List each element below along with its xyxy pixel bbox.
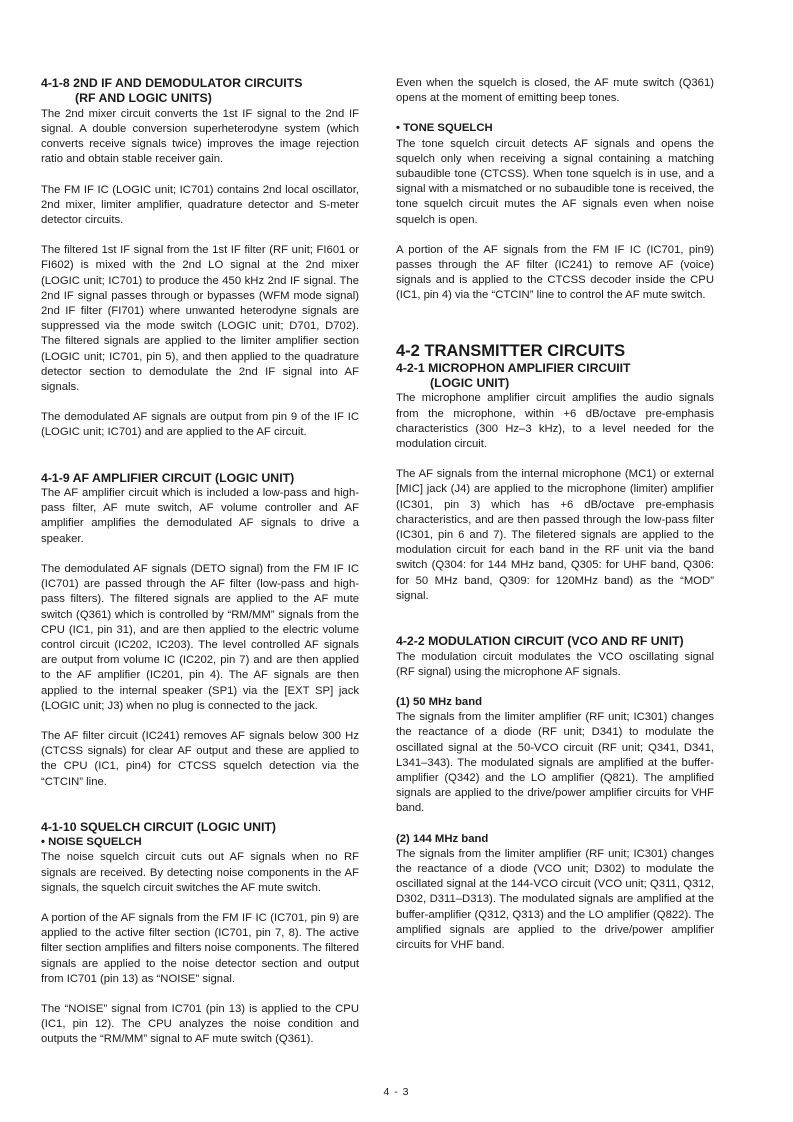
right-column	[396, 76, 714, 953]
subheading-noise-squelch: • NOISE SQUELCH	[41, 836, 142, 849]
paragraph: The AF amplifier circuit which is included a low-pass and high-pass filter, AF mute switch, AF volume controller and AF amplifier amplifies the demodulated AF signals to drive a speaker.	[41, 487, 359, 545]
section-heading-4-2-2: 4-2-2 MODULATION CIRCUIT (VCO AND RF UNIT)	[396, 634, 684, 649]
paragraph: The tone squelch circuit detects AF signals and opens the squelch only when receiving a signal containing a matching subaudible tone (CTCSS). When tone squelch is in use, and a signal with a mismatched or no subaudible tone is received, the tone squelch circuit mutes the AF signals even when noise squelch is open.	[396, 137, 714, 226]
paragraph: The “NOISE” signal from IC701 (pin 13) is applied to the CPU (IC1, pin 12). The CPU analyzes the noise condition and outputs the “RM/MM” signal to AF mute switch (Q361).	[41, 1002, 359, 1046]
section-heading-4-1-8	[41, 76, 359, 107]
left-column	[41, 76, 359, 1048]
heading-line: 4-2-1 MICROPHON AMPLIFIER CIRCUIIT	[396, 360, 631, 375]
paragraph: The modulation circuit modulates the VCO oscillating signal (RF signal) using the microphone AF signals.	[396, 650, 714, 678]
paragraph: The FM IF IC (LOGIC unit; IC701) contains 2nd local oscillator, 2nd mixer, limiter amplifier, quadrature detector and S-meter detector circuits.	[41, 183, 359, 227]
heading-line: (LOGIC UNIT)	[430, 376, 510, 391]
paragraph: A portion of the AF signals from the FM IF IC (IC701, pin 9) are applied to the active filter section (IC701, pin 7, 8). The active filter section amplifies and filters noise components. The filtered signals are applied to the noise detector section and output from IC701 (pin 13) as “NOISE” signal.	[41, 911, 359, 985]
subheading-144mhz-band: (2) 144 MHz band	[396, 832, 489, 845]
paragraph: The demodulated AF signals (DETO signal) from the FM IF IC (IC701) are passed through the AF filter (low-pass and high-pass filters). The filtered signals are applied to the AF mute switch (Q361) which is controlled by “RM/MM” signals from the CPU (IC1, pin 31), and are then applied to the electric volume control circuit (IC202, IC203). The level controlled AF signals are output from volume IC (IC202, pin 7) and are then applied to the AF amplifier (IC201, pin 4). The AF signals are then applied to the internal speaker (SP1) via the [EXT SP] jack (LOGIC unit; J3) when no plug is connected to the jack.	[41, 562, 359, 712]
section-heading-4-2-1	[396, 361, 714, 392]
paragraph: A portion of the AF signals from the FM IF IC (IC701, pin9) passes through the AF filter (IC241) to remove AF (voice) signals and is applied to the CTCSS decoder inside the CPU (IC1, pin 4) via the “CTCIN” line to control the AF mute switch.	[396, 243, 714, 302]
paragraph: The microphone amplifier circuit amplifies the audio signals from the microphone, within +6 dB/octave pre-emphasis characteristics (300 Hz–3 kHz), to a level needed for the modulation circuit.	[396, 392, 714, 451]
paragraph: The demodulated AF signals are output from pin 9 of the IF IC (LOGIC unit; IC701) and are applied to the AF circuit.	[41, 411, 359, 439]
paragraph: The 2nd mixer circuit converts the 1st IF signal to the 2nd IF signal. A double conversion superheterodyne system (which converts receive signals twice) improves the image rejection ratio and obtain stable receiver gain.	[41, 107, 359, 166]
paragraph: The AF signals from the internal microphone (MC1) or external [MIC] jack (J4) are applied to the microphone (limiter) amplifier (IC301, pin 3) which has +6 dB/octave pre-emphasis characteristics, and are then passed through the low-pass filter (IC301, pin 6 and 7). The filetered signals are applied to the modulation circuit for each band in the RF unit via the band switch (Q304: for 144 MHz band, Q305: for UHF band, Q306: for 50 MHz band, Q309: for 120MHz band) as the “MOD” signal.	[396, 468, 714, 602]
paragraph: Even when the squelch is closed, the AF mute switch (Q361) opens at the moment of emitting beep tones.	[396, 77, 714, 105]
page-number: 4 - 3	[383, 1086, 410, 1098]
subheading-tone-squelch: • TONE SQUELCH	[396, 122, 493, 135]
paragraph: The noise squelch circuit cuts out AF signals when no RF signals are received. By detecting noise components in the AF signals, the squelch circuit switches the AF mute switch.	[41, 851, 359, 894]
paragraph: The AF filter circuit (IC241) removes AF signals below 300 Hz (CTCSS signals) for clear AF output and these are applied to the CPU (IC1, pin4) for CTCSS squelch detection via the “CTCIN” line.	[41, 729, 359, 788]
paragraph: The signals from the limiter amplifier (RF unit; IC301) changes the reactance of a diode (VCO unit; D302) to modulate the oscillated signal at the 144-VCO circuit (VCO unit; Q311, Q312, D302, D311–D313). The modulated signals are amplified at the buffer-amplifier (Q312, Q313) and the LO amplifier (Q822). The amplified signals are applied to the drive/power amplifier circuits for VHF band.	[396, 847, 714, 951]
section-heading-4-2: 4-2 TRANSMITTER CIRCUITS	[396, 341, 626, 360]
section-heading-4-1-10: 4-1-10 SQUELCH CIRCUIT (LOGIC UNIT)	[41, 819, 277, 834]
section-heading-4-1-9: 4-1-9 AF AMPLIFIER CIRCUIT (LOGIC UNIT)	[41, 470, 295, 485]
heading-line: 4-1-8 2ND IF AND DEMODULATOR CIRCUITS	[41, 76, 303, 90]
paragraph: The filtered 1st IF signal from the 1st IF filter (RF unit; FI601 or FI602) is mixed with the 2nd LO signal at the 2nd mixer (LOGIC unit; IC701) to produce the 450 kHz 2nd IF signal. The 2nd IF signal passes through or bypasses (WFM mode signal) 2nd IF filter (FI701) where unwanted heterodyne signals are suppressed via the mode switch (LOGIC unit; D701, D702). The filtered signals are applied to the limiter amplifier section (LOGIC unit; IC701, pin 5), and then applied to the quadrature detector section to demodulate the 2nd IF signal into AF signals.	[41, 244, 359, 394]
subheading-50mhz-band: (1) 50 MHz band	[396, 695, 482, 708]
paragraph: The signals from the limiter amplifier (RF unit; IC301) changes the reactance of a diode (RF unit; D341) to modulate the oscillated signal at the 50-VCO circuit (RF unit; Q341, D341, L341–343). The modulated signals are amplified at the buffer-amplifier (Q342) and the LO amplifier (Q821). The amplified signals are applied to the drive/power amplifier circuits for VHF band.	[396, 711, 714, 815]
heading-line: (RF AND LOGIC UNITS)	[75, 91, 212, 106]
